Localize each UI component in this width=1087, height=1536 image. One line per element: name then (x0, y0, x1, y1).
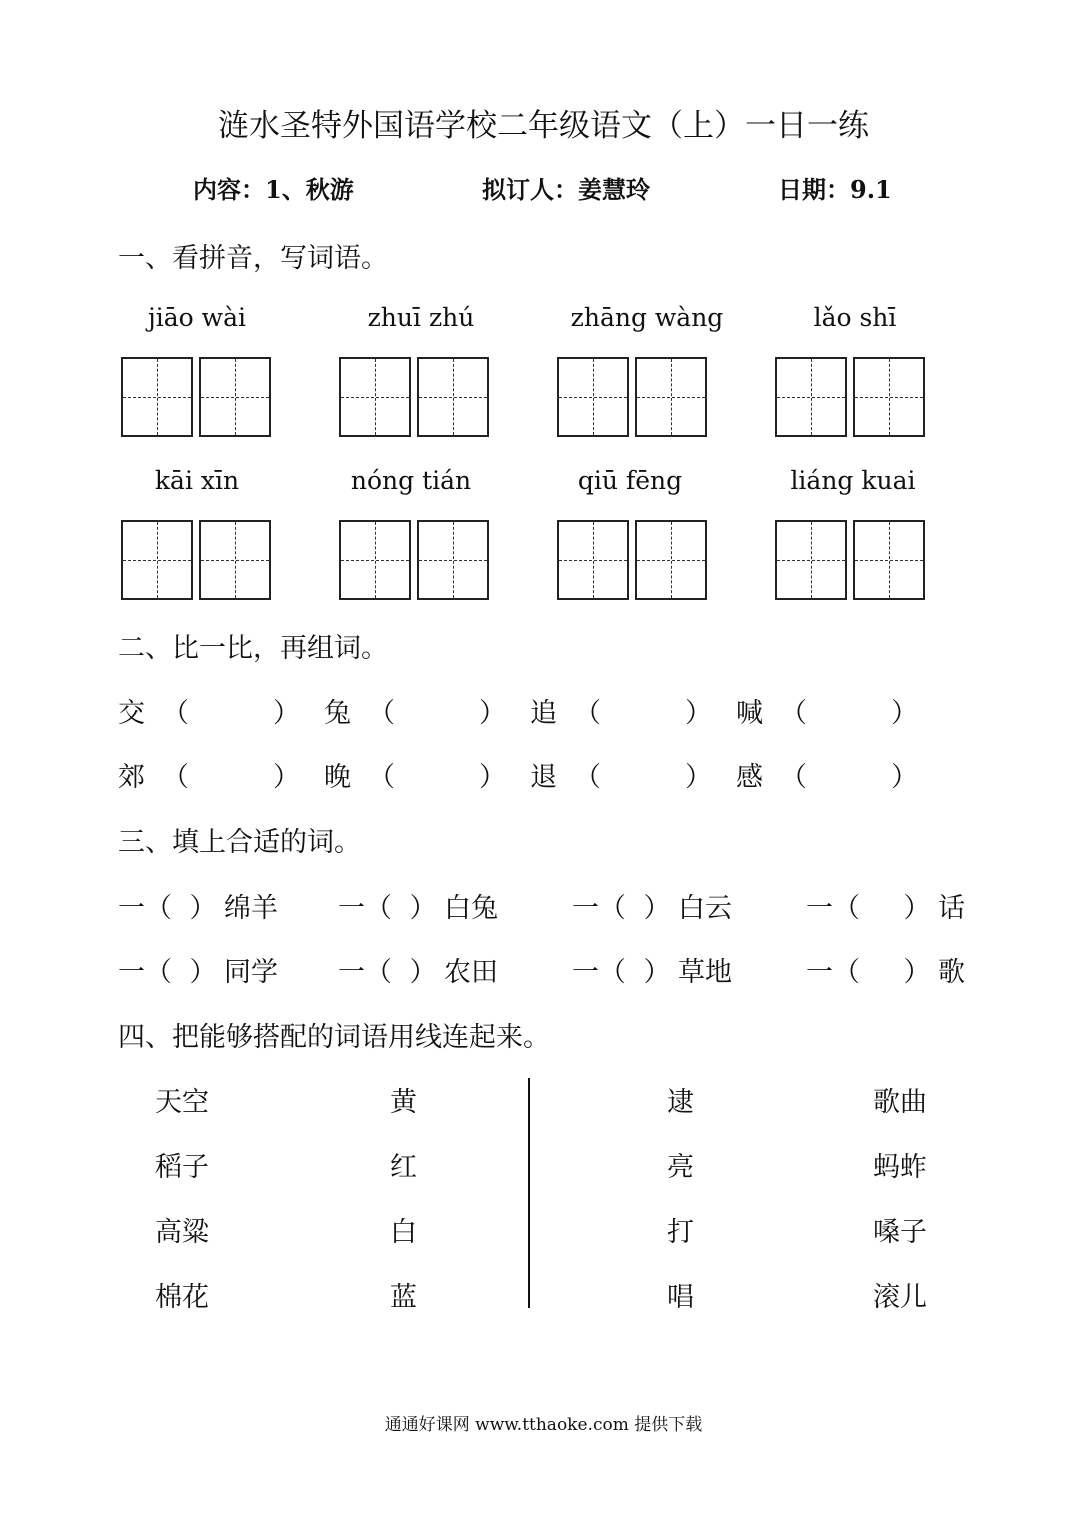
answer-blank[interactable]: （ ） (368, 698, 506, 729)
answer-blank[interactable]: （ ） (368, 762, 506, 793)
writing-cell[interactable] (853, 520, 925, 600)
writing-cell[interactable] (121, 520, 193, 600)
match-word[interactable]: 唱 (667, 1282, 694, 1313)
match-word[interactable]: 滚儿 (873, 1282, 927, 1313)
pinyin-3: zhāng wàng (570, 303, 724, 332)
writing-grid-5[interactable] (121, 520, 271, 600)
pinyin-2: zhuī zhú (367, 303, 475, 332)
writing-grid-7[interactable] (557, 520, 707, 600)
writing-cell[interactable] (635, 357, 707, 437)
match-word[interactable]: 蓝 (390, 1282, 417, 1313)
writing-grid-8[interactable] (775, 520, 925, 600)
footer-credit: 通通好课网 www.tthaoke.com 提供下载 (384, 1415, 703, 1435)
writing-cell[interactable] (775, 520, 847, 600)
answer-blank[interactable]: ） (409, 893, 437, 924)
writing-grid-2[interactable] (339, 357, 489, 437)
fill-word: 农田 (444, 957, 498, 988)
compare-char: 追 (530, 698, 557, 729)
writing-cell[interactable] (199, 357, 271, 437)
match-word[interactable]: 稻子 (155, 1152, 209, 1183)
answer-blank[interactable]: ） (903, 957, 931, 988)
writing-cell[interactable] (635, 520, 707, 600)
compare-char: 郊 (118, 762, 145, 793)
answer-blank[interactable]: ） (189, 893, 217, 924)
fill-word: 同学 (224, 957, 278, 988)
answer-blank[interactable]: （ ） (162, 698, 300, 729)
answer-blank[interactable]: （ ） (574, 698, 712, 729)
answer-blank[interactable]: ） (643, 893, 671, 924)
match-word[interactable]: 黄 (390, 1087, 417, 1118)
writing-grid-3[interactable] (557, 357, 707, 437)
section3-heading: 三、填上合适的词。 (118, 827, 361, 858)
writing-grid-6[interactable] (339, 520, 489, 600)
writing-cell[interactable] (339, 357, 411, 437)
answer-blank[interactable]: ） (643, 957, 671, 988)
match-word[interactable]: 蚂蚱 (873, 1152, 927, 1183)
writing-grid-1[interactable] (121, 357, 271, 437)
compare-row-2 (118, 755, 942, 794)
writing-cell[interactable] (775, 357, 847, 437)
content-label: 内容：1、秋游 (193, 175, 354, 204)
pinyin-5: kāi xīn (154, 466, 240, 495)
answer-blank[interactable]: （ ） (780, 762, 918, 793)
page-title: 涟水圣特外国语学校二年级语文（上）一日一练 (218, 108, 869, 144)
match-word[interactable]: 白 (390, 1217, 417, 1248)
pinyin-8: liáng kuai (790, 466, 916, 495)
writing-cell[interactable] (121, 357, 193, 437)
match-word[interactable]: 嗓子 (873, 1217, 927, 1248)
fill-row-2: 一（ ） 同学 一（ ） 农田 一（ ） 草地 一（ ） 歌 (118, 950, 965, 989)
author-label: 拟订人：姜慧玲 (482, 175, 650, 204)
match-word[interactable]: 打 (667, 1217, 694, 1248)
compare-char: 兔 (324, 698, 351, 729)
answer-blank[interactable]: ） (409, 957, 437, 988)
section4-heading: 四、把能够搭配的词语用线连起来。 (118, 1022, 550, 1053)
writing-cell[interactable] (417, 357, 489, 437)
compare-char: 退 (530, 762, 557, 793)
writing-cell[interactable] (853, 357, 925, 437)
compare-char: 喊 (736, 698, 763, 729)
match-word[interactable]: 逮 (667, 1087, 694, 1118)
fill-row-1: 一（ ） 绵羊 一（ ） 白兔 一（ ） 白云 一（ ） 话 (118, 886, 965, 925)
answer-blank[interactable]: （ ） (162, 762, 300, 793)
fill-word: 绵羊 (224, 893, 278, 924)
fill-word: 话 (938, 893, 965, 924)
fill-word: 白兔 (444, 893, 498, 924)
answer-blank[interactable]: ） (189, 957, 217, 988)
column-divider (528, 1078, 530, 1308)
pinyin-4: lǎo shī (813, 303, 897, 332)
writing-cell[interactable] (557, 520, 629, 600)
match-word[interactable]: 高粱 (155, 1217, 209, 1248)
fill-word: 草地 (678, 957, 732, 988)
writing-cell[interactable] (339, 520, 411, 600)
compare-char: 交 (118, 698, 145, 729)
compare-char: 感 (736, 762, 763, 793)
section1-heading: 一、看拼音，写词语。 (118, 243, 388, 274)
fill-word: 白云 (678, 893, 732, 924)
match-word[interactable]: 亮 (667, 1152, 694, 1183)
answer-blank[interactable]: （ ） (780, 698, 918, 729)
pinyin-7: qiū fēng (577, 466, 683, 495)
compare-char: 晚 (324, 762, 351, 793)
section2-heading: 二、比一比，再组词。 (118, 633, 388, 664)
match-word[interactable]: 歌曲 (873, 1087, 927, 1118)
writing-grid-4[interactable] (775, 357, 925, 437)
match-word[interactable]: 红 (390, 1152, 417, 1183)
match-word[interactable]: 天空 (155, 1087, 209, 1118)
date-label: 日期：9.1 (778, 175, 892, 204)
pinyin-1: jiāo wài (148, 303, 246, 332)
match-word[interactable]: 棉花 (155, 1282, 209, 1313)
fill-word: 歌 (938, 957, 965, 988)
writing-cell[interactable] (199, 520, 271, 600)
pinyin-6: nóng tián (350, 466, 472, 495)
writing-cell[interactable] (557, 357, 629, 437)
answer-blank[interactable]: （ ） (574, 762, 712, 793)
answer-blank[interactable]: ） (903, 893, 931, 924)
writing-cell[interactable] (417, 520, 489, 600)
compare-row-1 (118, 691, 942, 730)
